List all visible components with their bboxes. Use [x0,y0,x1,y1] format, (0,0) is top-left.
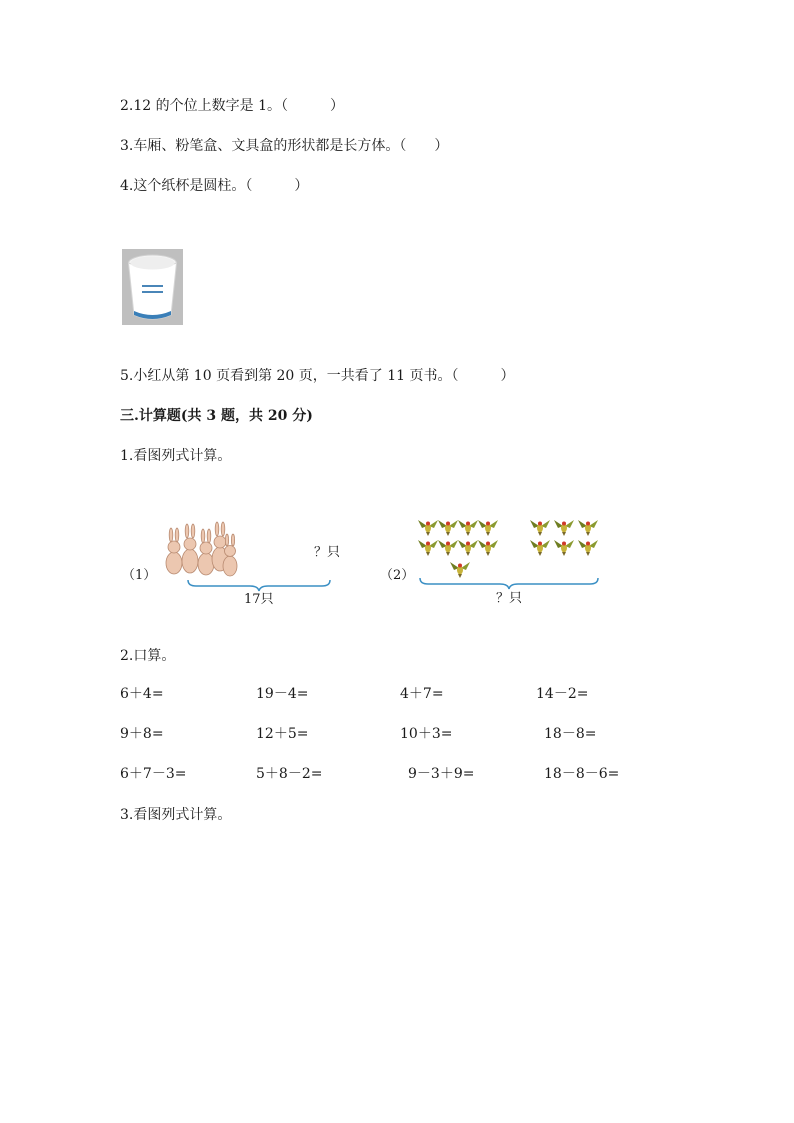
mental-math-item: 9＋8= [120,726,164,742]
figure-1-total: 17只 [244,592,274,607]
question-3-title: 3.看图列式计算。 [120,807,232,823]
judgment-5: 5.小红从第 10 页看到第 20 页，一共看了 11 页书。（ ） [120,368,515,384]
section-title: 三.计算题(共 3 题，共 20 分) [120,408,313,424]
figure-1-question: ？只 [314,545,341,560]
mental-math-item: 6＋4= [120,686,164,702]
judgment-2: 2.12 的个位上数字是 1。（ ） [120,98,344,114]
mental-math-item: 10＋3= [400,726,453,742]
birds-image [412,514,602,584]
figure-1-brace [186,578,332,592]
figure-1-label: （1） [122,568,157,583]
rabbits-image [162,519,238,579]
question-1-title: 1.看图列式计算。 [120,448,232,464]
question-2-title: 2.口算。 [120,648,176,664]
mental-math-item: 19－4= [256,686,309,702]
figure-2-brace [418,576,600,590]
mental-math-item: 5＋8－2= [256,766,323,782]
mental-math-item: 14－2= [536,686,589,702]
judgment-4: 4.这个纸杯是圆柱。（ ） [120,178,309,194]
mental-math-item: 18－8－6= [544,766,620,782]
paper-cup-image [122,249,183,325]
mental-math-item: 9－3＋9= [408,766,475,782]
figure-2-label: （2） [380,568,415,583]
mental-math-item: 6＋7－3= [120,766,187,782]
mental-math-item: 18－8= [544,726,597,742]
mental-math-item: 4＋7= [400,686,444,702]
judgment-3: 3.车厢、粉笔盒、文具盒的形状都是长方体。（ ） [120,138,449,154]
figure-2-total: ？只 [496,591,523,606]
mental-math-item: 12＋5= [256,726,309,742]
